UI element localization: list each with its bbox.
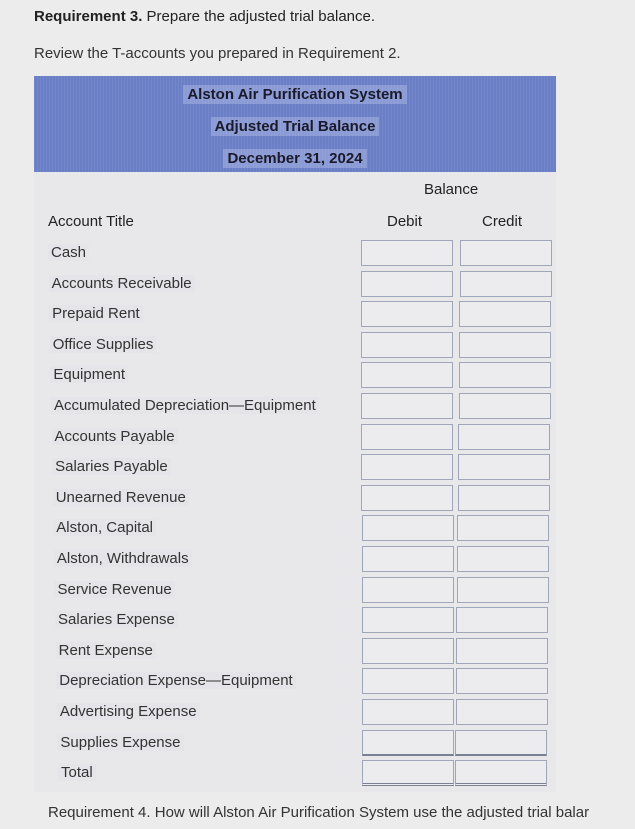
debit-input-cell[interactable]: [362, 668, 454, 694]
credit-input-cell[interactable]: [456, 668, 548, 694]
debit-input-cell[interactable]: [361, 301, 453, 327]
debit-input-cell[interactable]: [362, 638, 454, 664]
credit-input-cell[interactable]: [458, 424, 550, 450]
debit-input-cell[interactable]: [362, 607, 454, 633]
report-header: [34, 76, 556, 172]
requirement-3-heading: [34, 8, 375, 25]
credit-input-cell[interactable]: [459, 301, 551, 327]
debit-input-cell[interactable]: [361, 424, 453, 450]
account-title: Advertising Expense: [57, 703, 200, 720]
report-title: Adjusted Trial Balance: [34, 118, 556, 135]
debit-input-cell[interactable]: [362, 699, 454, 725]
report-date: December 31, 2024: [34, 150, 556, 167]
requirement-3-label: Requirement 3.: [34, 8, 143, 25]
account-title: Supplies Expense: [57, 734, 183, 751]
debit-input-cell[interactable]: [362, 546, 454, 572]
account-title: Salaries Expense: [55, 611, 178, 628]
debit-input-cell[interactable]: [361, 454, 453, 480]
credit-input-cell[interactable]: [459, 362, 551, 388]
account-title: Alston, Capital: [53, 519, 156, 536]
credit-input-cell[interactable]: [457, 577, 549, 603]
company-name: Alston Air Purification System: [34, 86, 556, 103]
debit-input-cell[interactable]: [361, 393, 453, 419]
debit-header: Debit: [387, 213, 423, 230]
credit-input-cell[interactable]: [459, 332, 551, 358]
credit-input-cell[interactable]: [456, 699, 548, 725]
requirement-3-text: Prepare the adjusted trial balance.: [142, 8, 376, 25]
balance-header: Balance: [424, 181, 479, 198]
credit-input-cell[interactable]: [455, 760, 547, 786]
account-title-header: Account Title: [48, 213, 134, 230]
account-title: Cash: [48, 244, 89, 261]
debit-input-cell[interactable]: [361, 271, 453, 297]
credit-input-cell[interactable]: [459, 393, 551, 419]
requirement-4-label: Requirement 4.: [48, 804, 151, 821]
debit-input-cell[interactable]: [362, 577, 454, 603]
credit-input-cell[interactable]: [457, 515, 549, 541]
debit-input-cell[interactable]: [361, 332, 453, 358]
account-title: Depreciation Expense—Equipment: [56, 672, 295, 689]
account-title: Salaries Payable: [52, 458, 171, 475]
debit-input-cell[interactable]: [361, 240, 453, 266]
account-title: Alston, Withdrawals: [54, 550, 192, 567]
credit-header: Credit: [482, 213, 523, 230]
account-title: Service Revenue: [54, 581, 174, 598]
credit-input-cell[interactable]: [456, 607, 548, 633]
credit-input-cell[interactable]: [456, 638, 548, 664]
account-title: Accounts Receivable: [49, 275, 195, 292]
credit-input-cell[interactable]: [460, 240, 552, 266]
debit-input-cell[interactable]: [361, 485, 453, 511]
requirement-4-text: How will Alston Air Purification System use the adjusted trial balar: [150, 804, 590, 821]
account-title: Rent Expense: [56, 642, 156, 659]
debit-input-cell[interactable]: [361, 362, 453, 388]
review-instruction: Review the T-accounts you prepared in Requirement 2.: [34, 45, 401, 62]
account-title: Office Supplies: [50, 336, 157, 353]
credit-input-cell[interactable]: [458, 485, 550, 511]
credit-input-cell[interactable]: [460, 271, 552, 297]
account-title: Prepaid Rent: [49, 305, 143, 322]
credit-input-cell[interactable]: [455, 730, 547, 756]
credit-input-cell[interactable]: [458, 454, 550, 480]
account-title: Accounts Payable: [52, 428, 178, 445]
credit-input-cell[interactable]: [457, 546, 549, 572]
account-title: Equipment: [50, 366, 128, 383]
requirement-4-heading: [48, 804, 589, 821]
debit-input-cell[interactable]: [362, 760, 454, 786]
debit-input-cell[interactable]: [362, 730, 454, 756]
account-title: Total: [58, 764, 96, 781]
account-title: Unearned Revenue: [53, 489, 189, 506]
debit-input-cell[interactable]: [362, 515, 454, 541]
account-title: Accumulated Depreciation—Equipment: [51, 397, 319, 414]
